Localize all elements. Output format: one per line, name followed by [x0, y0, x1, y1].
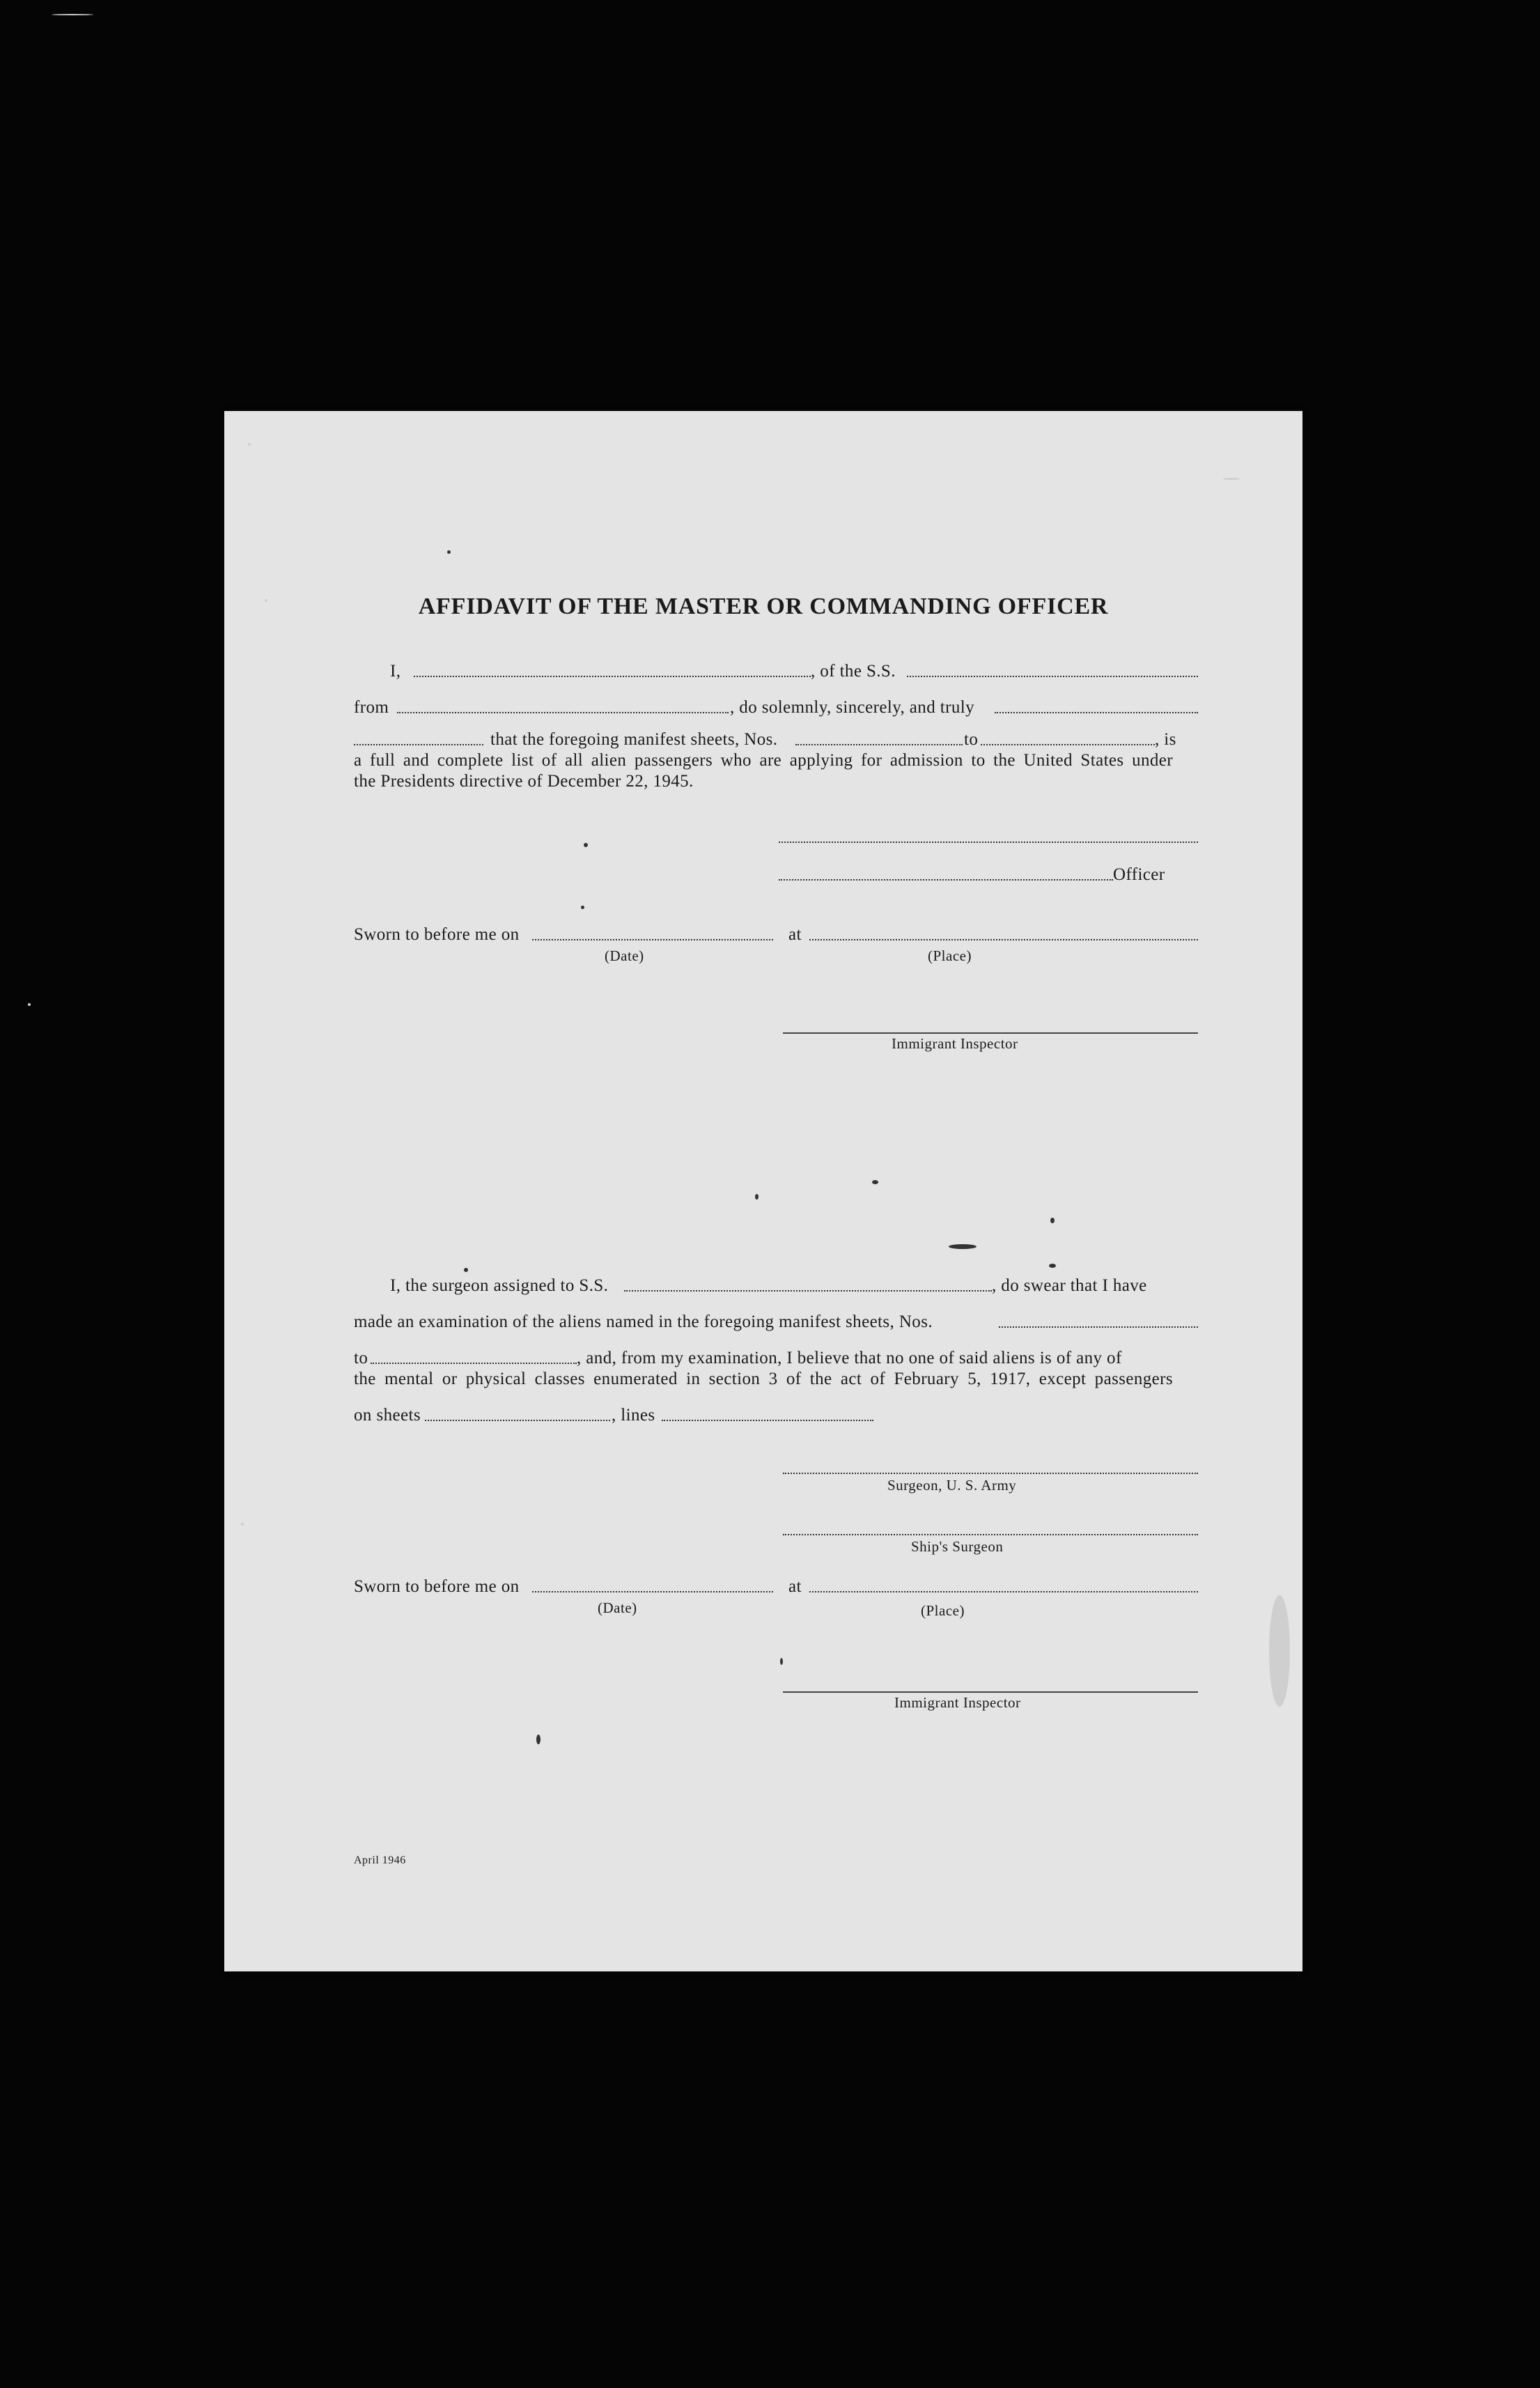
- master-date-caption: (Date): [605, 947, 644, 964]
- scan-speck: [536, 1735, 540, 1744]
- background-speck: [248, 443, 251, 446]
- sheets-from-field[interactable]: [795, 744, 963, 745]
- officer-signature-field[interactable]: [779, 879, 1113, 881]
- swear-field[interactable]: [995, 712, 1198, 713]
- master-line3-is: , is: [1155, 730, 1176, 749]
- master-line1-i: I,: [390, 662, 401, 681]
- surgeon-inspector-label: Immigrant Inspector: [894, 1694, 1021, 1711]
- ship-surgeon-signature-field[interactable]: [783, 1534, 1198, 1535]
- scan-speck: [447, 550, 451, 554]
- surgeon-sworn-date-field[interactable]: [532, 1591, 773, 1592]
- master-inspector-label: Immigrant Inspector: [892, 1035, 1018, 1052]
- surgeon-sheets-from-field[interactable]: [999, 1326, 1198, 1328]
- scan-speck: [464, 1268, 468, 1272]
- master-sworn-label: Sworn to before me on: [354, 925, 520, 944]
- ship-name-field[interactable]: [907, 676, 1198, 677]
- background-speck: [28, 1003, 31, 1006]
- form-title: AFFIDAVIT OF THE MASTER OR COMMANDING OFFICER: [418, 594, 1109, 619]
- scan-speck: [1050, 1218, 1055, 1223]
- sheets-to-field[interactable]: [981, 744, 1155, 745]
- master-name-field[interactable]: [414, 676, 811, 677]
- scan-speck: [1049, 1264, 1056, 1268]
- form-date-footer: April 1946: [354, 1854, 406, 1866]
- surgeon-date-caption: (Date): [598, 1599, 637, 1616]
- background-speck: [241, 1523, 244, 1526]
- surgeon-ship-field[interactable]: [624, 1290, 992, 1292]
- affidavit-page: [224, 411, 1302, 1971]
- scan-speck: [584, 843, 588, 847]
- scan-speck: [581, 906, 584, 909]
- surgeon-exception-sheets-field[interactable]: [425, 1420, 610, 1421]
- background-speck: [1223, 478, 1240, 480]
- from-port-field[interactable]: [397, 712, 729, 713]
- army-surgeon-label: Surgeon, U. S. Army: [887, 1477, 1017, 1494]
- background-speck: [52, 14, 93, 15]
- scan-speck: [755, 1194, 759, 1200]
- surgeon-line3-to: to: [354, 1349, 368, 1367]
- surgeon-line2: made an examination of the aliens named in the foregoing manifest sheets, Nos.: [354, 1312, 933, 1331]
- master-line2-from: from: [354, 698, 389, 717]
- surgeon-line1-b: , do swear that I have: [992, 1276, 1147, 1295]
- surgeon-at-label: at: [788, 1577, 802, 1596]
- surgeon-line5-a: on sheets: [354, 1406, 421, 1425]
- surgeon-sworn-place-field[interactable]: [809, 1591, 1198, 1592]
- master-sworn-date-field[interactable]: [532, 939, 773, 940]
- scan-speck: [949, 1244, 977, 1249]
- declare-field[interactable]: [354, 744, 483, 745]
- scan-speck: [780, 1658, 783, 1665]
- background-speck: [265, 599, 267, 602]
- surgeon-line5-b: , lines: [612, 1406, 655, 1425]
- master-signature-field[interactable]: [779, 842, 1198, 843]
- surgeon-exception-lines-field[interactable]: [662, 1420, 873, 1421]
- scan-smudge: [1269, 1595, 1290, 1707]
- master-at-label: at: [788, 925, 802, 944]
- master-line1-ss: , of the S.S.: [811, 662, 896, 681]
- surgeon-line1-a: I, the surgeon assigned to S.S.: [390, 1276, 609, 1295]
- army-surgeon-signature-field[interactable]: [783, 1473, 1198, 1474]
- officer-label: Officer: [1113, 865, 1165, 884]
- master-line4: a full and complete list of all alien passengers who are applying for admission to the United States under: [354, 751, 1173, 770]
- scan-speck: [872, 1180, 878, 1184]
- surgeon-inspector-signature-line[interactable]: [783, 1691, 1198, 1693]
- surgeon-place-caption: (Place): [921, 1602, 965, 1619]
- master-inspector-signature-line[interactable]: [783, 1032, 1198, 1034]
- surgeon-sheets-to-field[interactable]: [371, 1363, 577, 1364]
- master-line3-to: to: [964, 730, 979, 749]
- master-place-caption: (Place): [928, 947, 972, 964]
- surgeon-line3-rest: , and, from my examination, I believe that no one of said aliens is of any of: [577, 1349, 1122, 1367]
- master-line5: the Presidents directive of December 22, 1945.: [354, 772, 694, 791]
- surgeon-sworn-label: Sworn to before me on: [354, 1577, 520, 1596]
- master-sworn-place-field[interactable]: [809, 939, 1198, 940]
- ship-surgeon-label: Ship's Surgeon: [911, 1538, 1004, 1555]
- master-line3-text: that the foregoing manifest sheets, Nos.: [490, 730, 778, 749]
- master-line2-swear: , do solemnly, sincerely, and truly: [730, 698, 974, 717]
- surgeon-line4: the mental or physical classes enumerated in section 3 of the act of February 5, 1917, except passengers: [354, 1370, 1173, 1388]
